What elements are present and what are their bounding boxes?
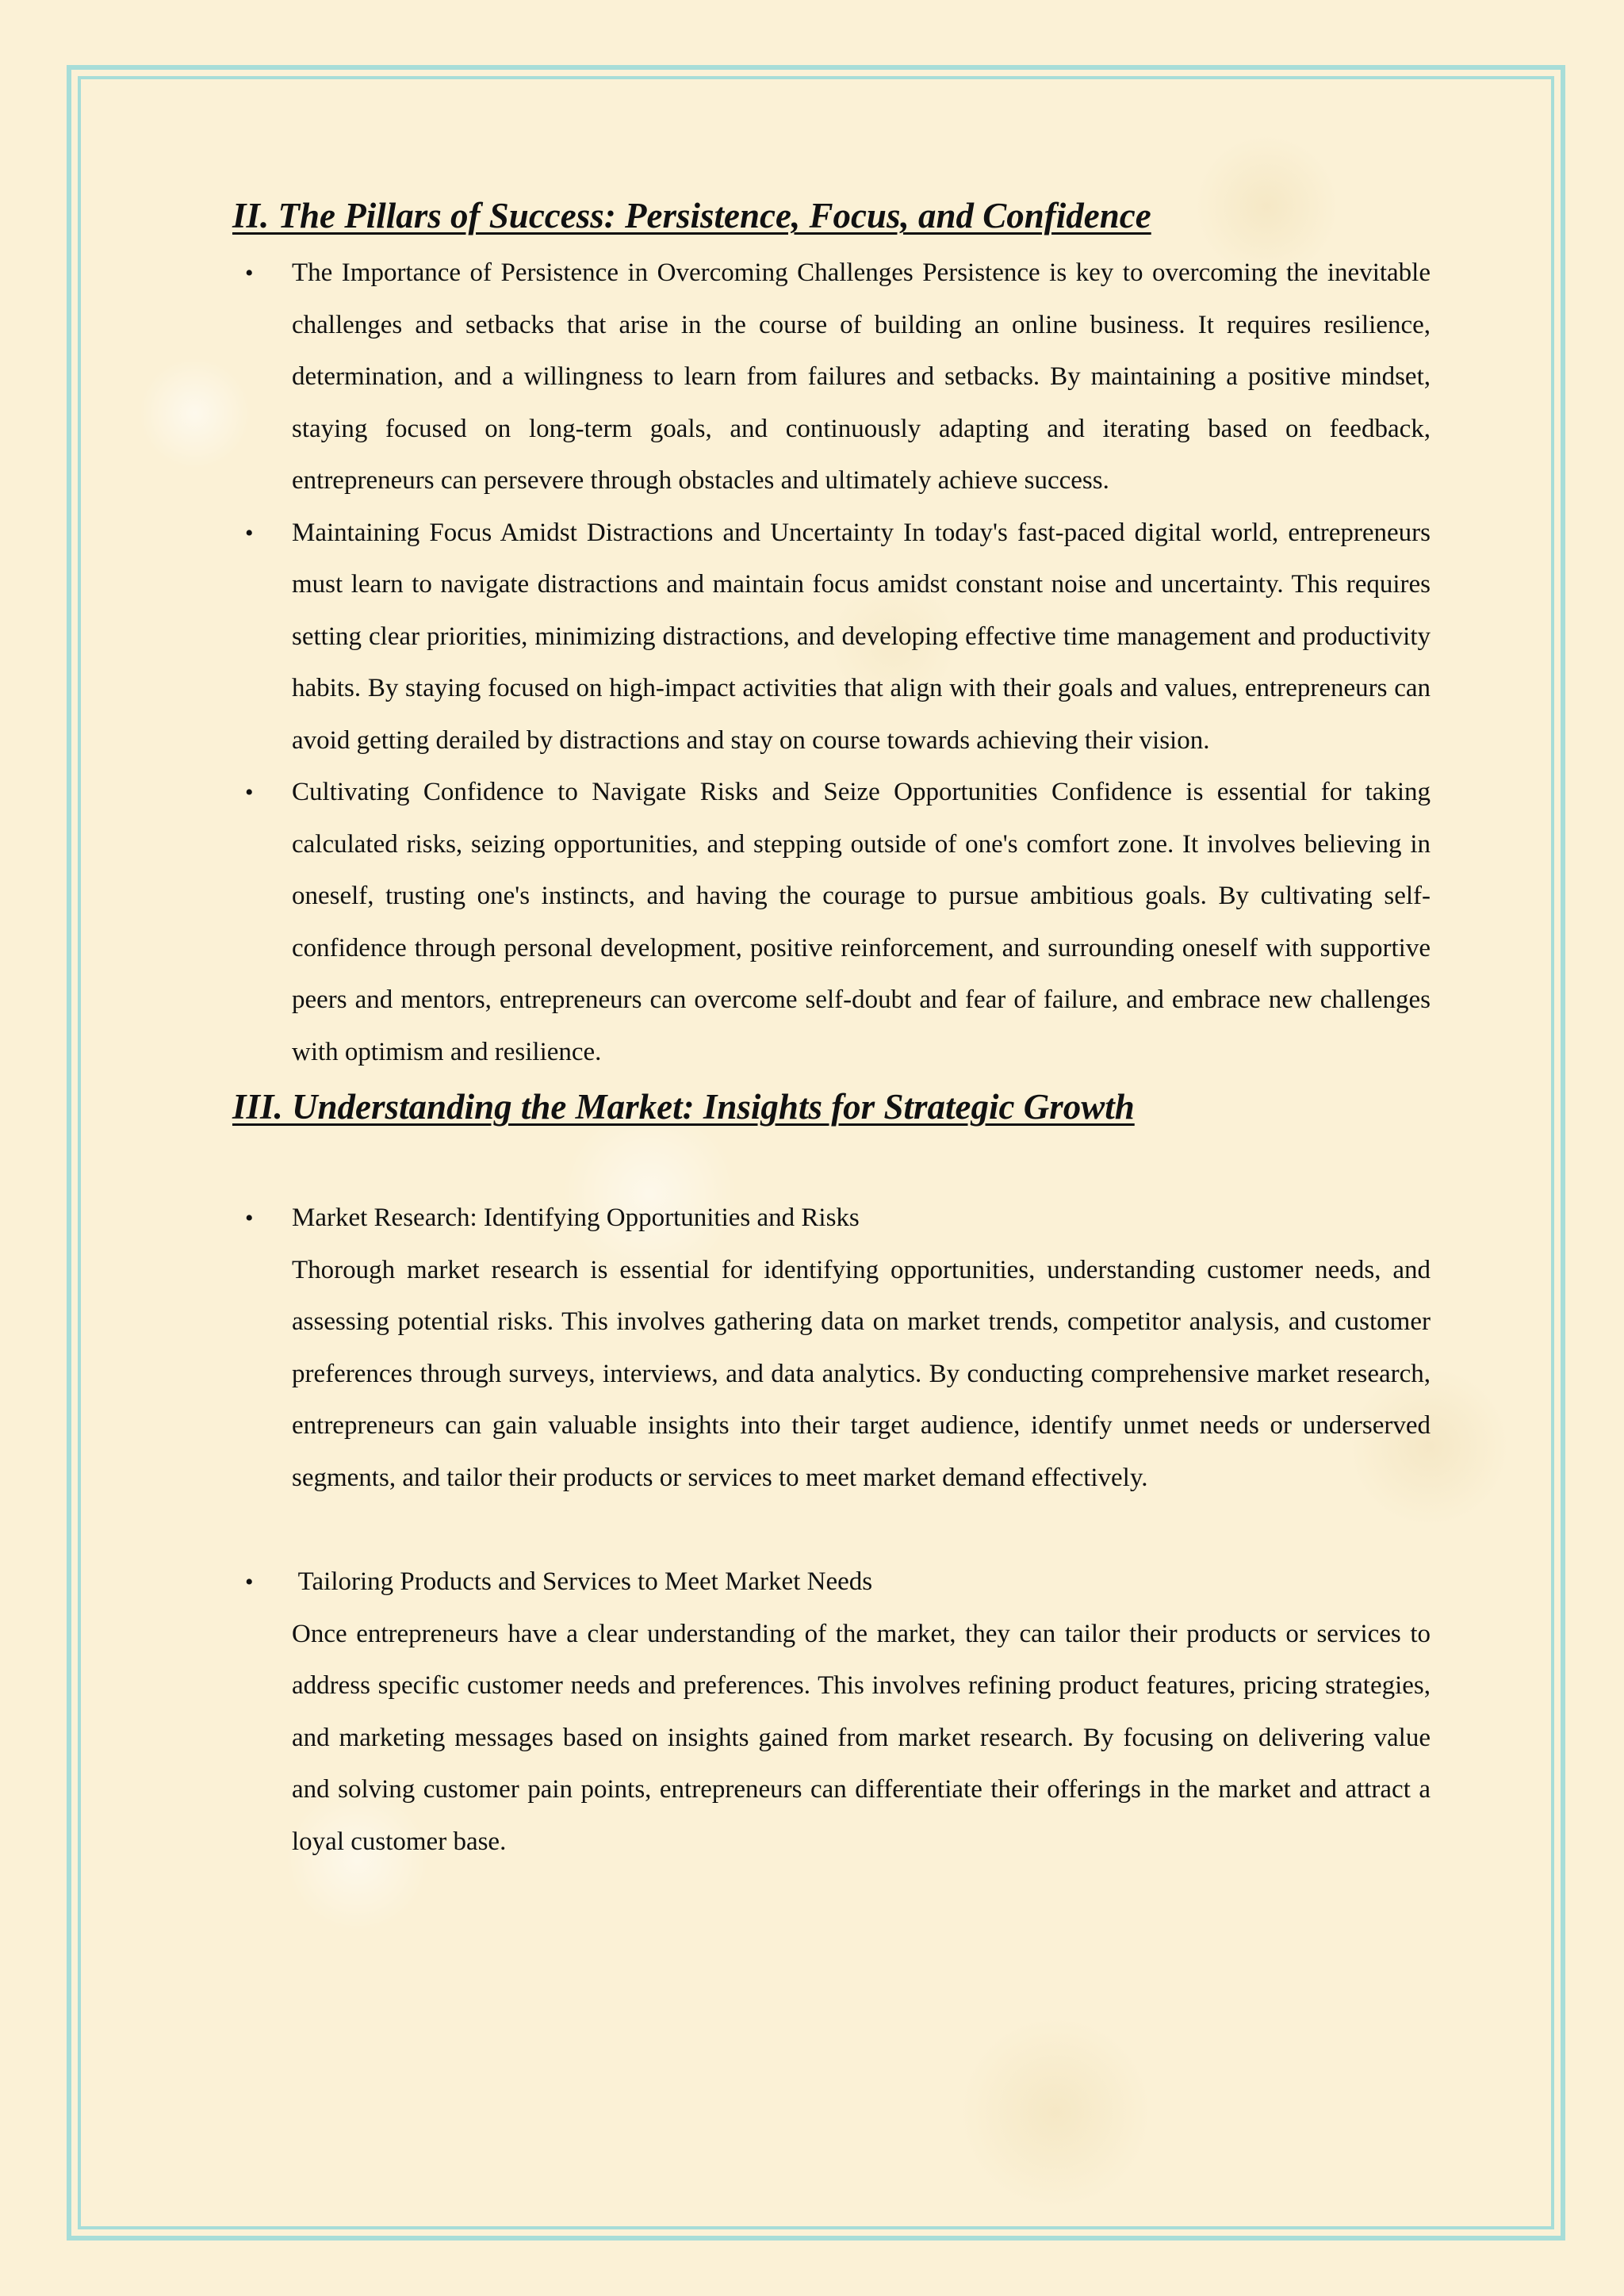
list-item-text: Maintaining Focus Amidst Distractions and Uncertainty In today's fast-paced digital world, entrepreneurs must learn to navigate distractions and maintain focus amidst constant noise and uncertainty. This requires setting clear priorities, minimizing distractions, and developing effective time management and productivity habits. By staying focused on high-impact activities that align with their goals and values, entrepreneurs can avoid getting derailed by distractions and stay on course towards achieving their vision. xyxy=(292,518,1431,755)
page-content xyxy=(232,187,1431,1868)
list-item-tailoring xyxy=(232,1556,1431,1868)
section-3-list-continued xyxy=(232,1556,1431,1868)
bullet-icon: • xyxy=(245,260,254,286)
section-3-list xyxy=(232,1192,1431,1504)
bullet-icon: • xyxy=(245,1205,254,1231)
list-item-text: Thorough market research is essential for identifying opportunities, understanding customer needs, and assessing potential risks. This involves gathering data on market trends, competitor analysis, and customer preferences through surveys, interviews, and data analytics. By conducting comprehensive market research, entrepreneurs can gain valuable insights into their target audience, identify unmet needs or underserved segments, and tailor their products or services to meet market demand effectively. xyxy=(292,1255,1431,1492)
list-item-persistence xyxy=(232,247,1431,507)
section-3-heading: III. Understanding the Market: Insights for Strategic Growth xyxy=(232,1087,1135,1127)
bullet-icon: • xyxy=(245,519,254,546)
spacer xyxy=(232,1135,1431,1192)
list-item-text: The Importance of Persistence in Overcoming Challenges Persistence is key to overcoming the inevitable challenges and setbacks that arise in the course of building an online business. It requires resilience, determination, and a willingness to learn from failures and setbacks. By maintaining a positive mindset, staying focused on long-term goals, and continuously adapting and iterating based on feedback, entrepreneurs can persevere through obstacles and ultimately achieve success. xyxy=(292,258,1431,495)
list-item-title: Market Research: Identifying Opportunities and Risks xyxy=(292,1203,860,1232)
section-2-list xyxy=(232,247,1431,1078)
list-item-text: Cultivating Confidence to Navigate Risks and Seize Opportunities Confidence is essential for taking calculated risks, seizing opportunities, and stepping outside of one's comfort zone. It involves believing in oneself, trusting one's instincts, and having the courage to pursue ambitious goals. By cultivating self-confidence through personal development, positive reinforcement, and surrounding oneself with supportive peers and mentors, entrepreneurs can overcome self-doubt and fear of failure, and embrace new challenges with optimism and resilience. xyxy=(292,778,1431,1066)
spacer xyxy=(232,1504,1431,1556)
list-item-confidence xyxy=(232,767,1431,1078)
list-item-text: Once entrepreneurs have a clear understanding of the market, they can tailor their products or services to address specific customer needs and preferences. This involves refining product features, pricing strategies, and marketing messages based on insights gained from market research. By focusing on delivering value and solving customer pain points, entrepreneurs can differentiate their offerings in the market and attract a loyal customer base. xyxy=(292,1619,1431,1856)
list-item-focus xyxy=(232,507,1431,767)
section-2-heading: II. The Pillars of Success: Persistence, Focus, and Confidence xyxy=(232,196,1151,235)
list-item-market-research xyxy=(232,1192,1431,1504)
bullet-icon: • xyxy=(245,1569,254,1595)
list-item-title: Tailoring Products and Services to Meet Market Needs xyxy=(292,1567,873,1596)
bullet-icon: • xyxy=(245,779,254,806)
